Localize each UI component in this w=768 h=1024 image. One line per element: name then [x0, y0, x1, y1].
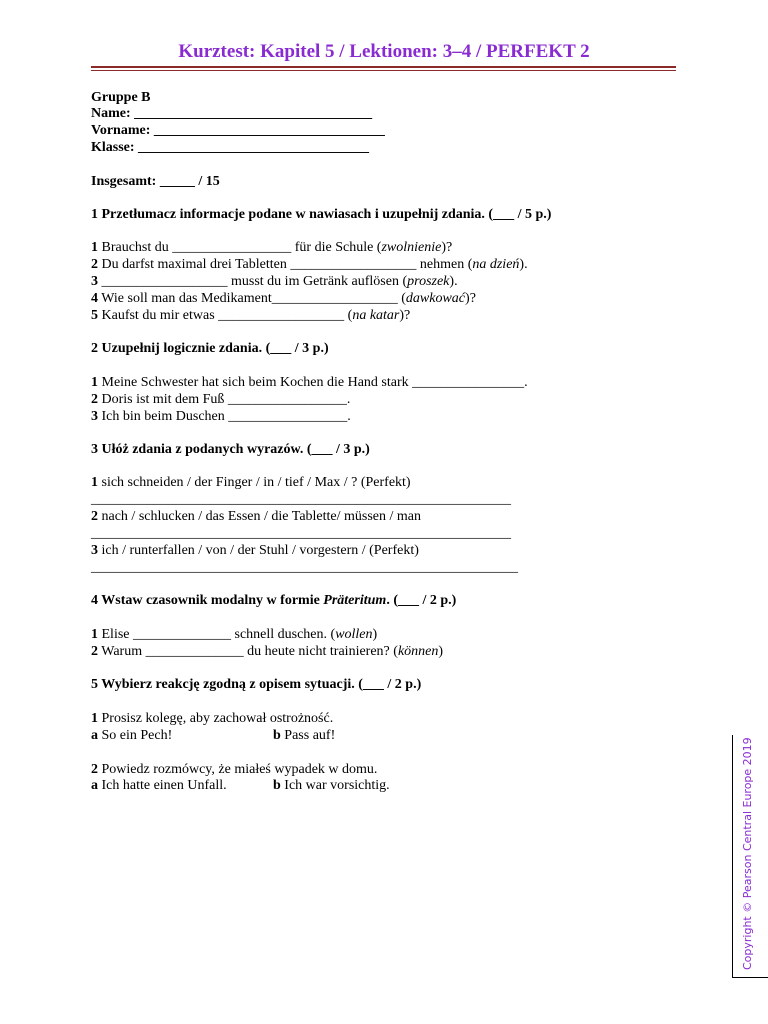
item-text: Du darfst maximal drei Tabletten __________________ nehmen ( [98, 257, 473, 272]
item-number: 3 [91, 274, 98, 289]
item-text: ich / runterfallen / von / der Stuhl / vorgestern / (Perfekt) [98, 543, 419, 558]
item-hint: na katar [352, 308, 400, 323]
item-text: nach / schlucken / das Essen / die Tablette/ müssen / man [98, 509, 422, 524]
corner-line-horizontal [732, 977, 768, 978]
item-number: 1 [91, 475, 98, 490]
item-hint: dawkować [405, 291, 466, 306]
item-number: 2 [91, 644, 98, 659]
firstname-field[interactable]: Vorname: _________________________________ [91, 123, 385, 138]
title-rule-thin [91, 70, 676, 71]
option-b[interactable] [273, 777, 390, 794]
item-text: Prosisz kolegę, aby zachował ostrożność. [98, 711, 334, 726]
option-label: b [273, 778, 281, 793]
option-label: b [273, 728, 281, 743]
option-text: Ich war vorsichtig. [280, 778, 390, 793]
task1-item[interactable] [91, 307, 410, 324]
task2-item[interactable] [91, 391, 350, 408]
name-field[interactable]: Name: __________________________________ [91, 106, 373, 121]
task3-heading: 3 Ułóż zdania z podanych wyrazów. (___ / 3 p.) [91, 442, 370, 457]
option-text: So ein Pech! [98, 728, 173, 743]
task2-item[interactable] [91, 374, 528, 391]
item-hint: wollen [335, 627, 373, 642]
item-number: 2 [91, 257, 98, 272]
item-text: Warum ______________ du heute nicht trainieren? ( [98, 644, 398, 659]
group-label: Gruppe B [91, 90, 151, 105]
item-text-end: ) [372, 627, 378, 642]
option-label: a [91, 728, 98, 743]
item-number: 2 [91, 509, 98, 524]
item-number: 5 [91, 308, 98, 323]
task1-item[interactable] [91, 256, 528, 273]
task1-heading: 1 Przetłumacz informacje podane w nawiasach i uzupełnij zdania. (___ / 5 p.) [91, 207, 552, 222]
item-number: 2 [91, 392, 98, 407]
task1-item[interactable] [91, 290, 476, 307]
task1-item[interactable] [91, 239, 452, 256]
task3-item [91, 508, 421, 525]
option-text: Pass auf! [280, 728, 336, 743]
item-hint: proszek [407, 274, 450, 289]
class-field[interactable]: Klasse: _________________________________ [91, 140, 370, 155]
item-text: Ich bin beim Duschen _________________. [98, 409, 351, 424]
task5-prompt [91, 710, 333, 727]
option-text: Ich hatte einen Unfall. [98, 778, 227, 793]
item-text: Powiedz rozmówcy, że miałeś wypadek w domu. [98, 762, 378, 777]
item-text: sich schneiden / der Finger / in / tief / Max / ? (Perfekt) [98, 475, 411, 490]
heading-term: Präteritum [323, 593, 387, 608]
item-number: 1 [91, 627, 98, 642]
item-text: Wie soll man das Medikament__________________ ( [98, 291, 406, 306]
heading-text: 4 Wstaw czasownik modalny w formie [91, 593, 324, 608]
item-number: 3 [91, 409, 98, 424]
task2-heading: 2 Uzupełnij logicznie zdania. (___ / 3 p.) [91, 341, 329, 356]
item-number: 1 [91, 240, 98, 255]
task5-prompt [91, 761, 377, 778]
item-number: 1 [91, 375, 98, 390]
item-text-end: ). [449, 274, 458, 289]
task4-item[interactable] [91, 643, 443, 660]
heading-score: . (___ / 2 p.) [386, 593, 457, 608]
item-text: Doris ist mit dem Fuß _________________. [98, 392, 351, 407]
corner-line-vertical [732, 735, 733, 978]
task1-item[interactable] [91, 273, 458, 290]
item-text-end: )? [465, 291, 476, 306]
item-hint: zwolnienie [381, 240, 442, 255]
item-text: Elise ______________ schnell duschen. ( [98, 627, 336, 642]
answer-line[interactable]: _____________________________________________________________ [91, 560, 518, 575]
item-text-end: ) [438, 644, 444, 659]
item-number: 4 [91, 291, 98, 306]
item-text-end: )? [441, 240, 453, 255]
page-title: Kurztest: Kapitel 5 / Lektionen: 3–4 / PERFEKT 2 [178, 41, 590, 62]
title-rule-thick [91, 66, 676, 68]
option-label: a [91, 778, 98, 793]
total-score: Insgesamt: _____ / 15 [91, 174, 220, 189]
item-hint: können [397, 644, 439, 659]
item-number: 1 [91, 711, 98, 726]
item-text: __________________ musst du im Getränk auflösen ( [98, 274, 408, 289]
answer-line[interactable]: ____________________________________________________________ [91, 526, 511, 541]
task3-item [91, 474, 411, 491]
answer-line[interactable]: ____________________________________________________________ [91, 492, 511, 507]
item-number: 2 [91, 762, 98, 777]
item-text-end: )? [399, 308, 411, 323]
item-text-end: ). [519, 257, 528, 272]
option-b[interactable] [273, 727, 335, 744]
item-hint: na dzień [472, 257, 520, 272]
task3-item [91, 542, 419, 559]
task2-item[interactable] [91, 408, 351, 425]
task4-heading [91, 592, 456, 609]
task4-item[interactable] [91, 626, 377, 643]
item-text: Kaufst du mir etwas __________________ ( [98, 308, 353, 323]
item-text: Meine Schwester hat sich beim Kochen die Hand stark ________________. [98, 375, 528, 390]
task5-heading: 5 Wybierz reakcję zgodną z opisem sytuacji. (___ / 2 p.) [91, 677, 422, 692]
copyright-text: Copyright © Pearson Central Europe 2019 [741, 737, 754, 970]
option-a[interactable] [91, 727, 172, 744]
item-text: Brauchst du _________________ für die Schule ( [98, 240, 382, 255]
item-number: 3 [91, 543, 98, 558]
option-a[interactable] [91, 777, 227, 794]
